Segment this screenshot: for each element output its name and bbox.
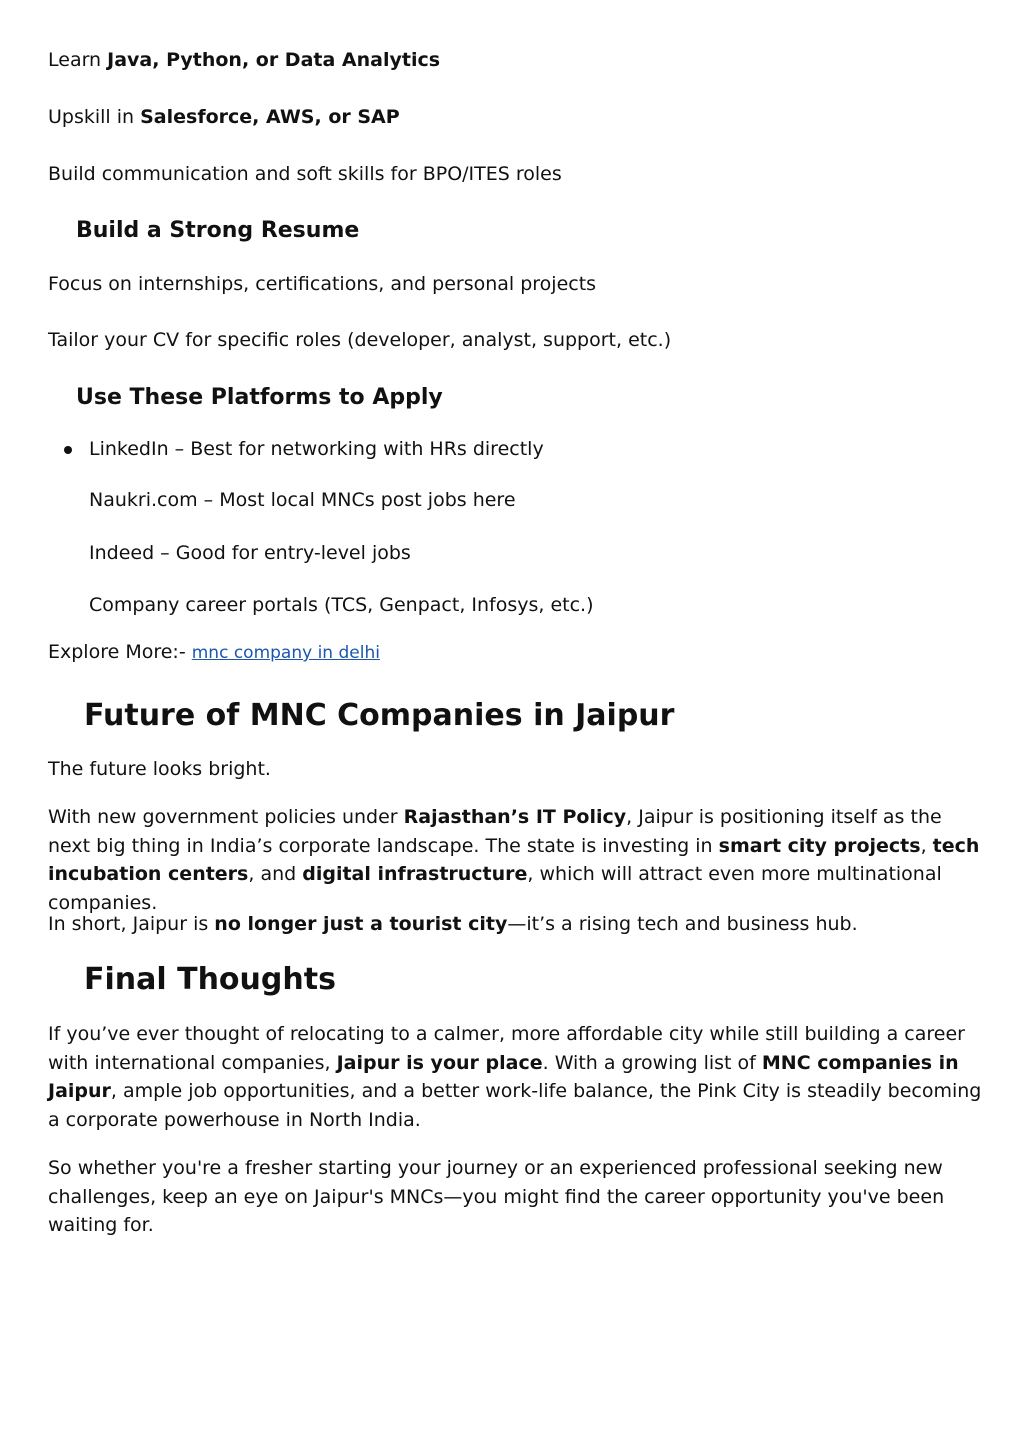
text-run: In short, Jaipur is — [48, 913, 215, 935]
skill-line-prefix: Learn — [48, 49, 108, 71]
future-heading: Future of MNC Companies in Jaipur — [84, 698, 675, 733]
future-paragraph-2 — [48, 803, 983, 917]
text-run: , which will attract even more multinational companies. — [48, 863, 942, 914]
bullet-icon — [64, 446, 72, 454]
future-paragraph-1: The future looks bright. — [48, 758, 271, 780]
skill-line-communication: Build communication and soft skills for BPO/ITES roles — [48, 163, 562, 185]
skill-line-java — [48, 49, 440, 71]
text-run: , ample job opportunities, and a better work-life balance, the Pink City is steadily becoming a corporate powerhouse in North India. — [48, 1080, 982, 1131]
final-paragraph-2: So whether you're a fresher starting your journey or an experienced professional seeking new challenges, keep an eye on Jaipur's MNCs—you might find the career opportunity you've been waiting for. — [48, 1157, 945, 1236]
text-run: —it’s a rising tech and business hub. — [507, 913, 858, 935]
text-run: , Jaipur is positioning itself as the next big thing in India’s corporate landscape. The state is investing in — [48, 806, 942, 857]
final-thoughts-heading: Final Thoughts — [84, 962, 336, 997]
bold-run: MNC companies in Jaipur — [48, 1051, 959, 1102]
final-paragraph-1 — [48, 1020, 983, 1134]
resume-line-focus: Focus on internships, certifications, and personal projects — [48, 273, 597, 295]
text-run: , and — [248, 863, 303, 885]
text-run: With new government policies under — [48, 806, 404, 828]
bold-run: smart city projects — [718, 834, 921, 857]
text-run: . With a growing list of — [542, 1051, 762, 1074]
platforms-heading: Use These Platforms to Apply — [76, 385, 443, 410]
skill-line-emphasis: Java, Python, or Data Analytics — [107, 49, 441, 71]
platform-item: LinkedIn – Best for networking with HRs directly — [89, 438, 544, 460]
bold-run: Jaipur is your place — [336, 1051, 543, 1074]
bold-run: digital infrastructure — [302, 863, 528, 885]
text-run: , — [920, 834, 933, 857]
platform-item: Naukri.com – Most local MNCs post jobs here — [89, 489, 516, 511]
explore-more-line — [48, 641, 380, 664]
bold-run: no longer just a tourist city — [214, 913, 508, 935]
future-paragraph-3 — [48, 913, 858, 935]
resume-line-tailor: Tailor your CV for specific roles (developer, analyst, support, etc.) — [48, 329, 672, 351]
bold-run: tech incubation centers — [48, 834, 980, 885]
bold-run: Rajasthan’s IT Policy — [403, 806, 627, 828]
explore-more-label: Explore More:- — [48, 641, 192, 663]
resume-heading: Build a Strong Resume — [76, 218, 360, 243]
skill-line-emphasis: Salesforce, AWS, or SAP — [140, 106, 400, 128]
text-run: If you’ve ever thought of relocating to a calmer, more affordable city while still building a career with international companies, — [48, 1023, 965, 1074]
skill-line-prefix: Upskill in — [48, 106, 141, 128]
platform-item: Indeed – Good for entry-level jobs — [89, 542, 411, 564]
skill-line-salesforce — [48, 106, 400, 128]
explore-more-link[interactable]: mnc company in delhi — [191, 643, 380, 663]
platform-item: Company career portals (TCS, Genpact, Infosys, etc.) — [89, 594, 594, 616]
